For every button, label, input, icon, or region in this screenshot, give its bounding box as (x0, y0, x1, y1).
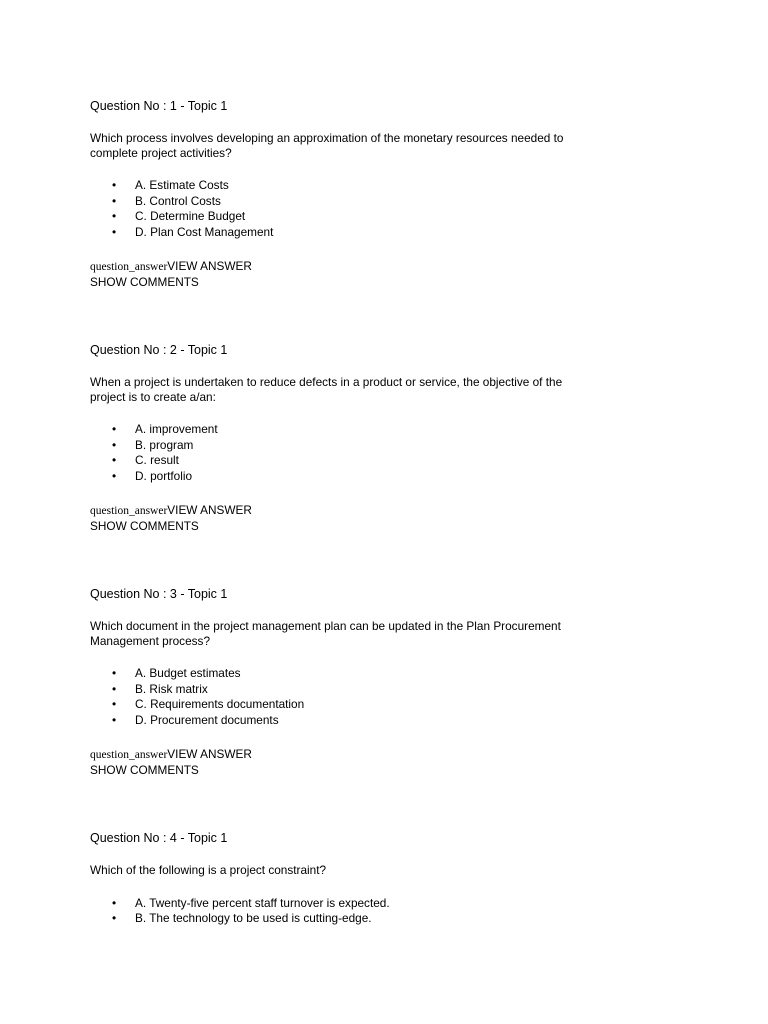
view-answer-link[interactable] (90, 259, 252, 273)
options-list (90, 422, 590, 484)
option-label: A. improvement (135, 422, 218, 436)
option-label: A. Twenty-five percent staff turnover is expected. (135, 895, 390, 910)
bullet-icon: • (112, 697, 117, 711)
bullet-icon: • (112, 895, 117, 910)
option-item (90, 911, 590, 927)
question-text: When a project is undertaken to reduce defects in a product or service, the objective of the project is to create a/an: (90, 375, 563, 404)
option-item (90, 178, 590, 194)
option-label: C. Determine Budget (135, 209, 246, 223)
bullet-icon: • (112, 193, 117, 208)
question-text: Which of the following is a project constraint? (90, 863, 327, 877)
option-label: D. portfolio (135, 468, 193, 483)
bullet-icon: • (112, 453, 117, 467)
view-answer-label: VIEW ANSWER (167, 259, 252, 273)
option-label: B. program (135, 437, 194, 452)
show-comments-link[interactable]: SHOW COMMENTS (90, 518, 199, 533)
option-label: C. result (135, 453, 179, 467)
options-list (90, 666, 590, 728)
option-label: B. The technology to be used is cutting-edge. (135, 911, 372, 925)
bullet-icon: • (112, 681, 117, 696)
option-item (90, 225, 590, 241)
bullet-icon: • (112, 666, 117, 680)
option-label: A. Budget estimates (135, 666, 241, 680)
option-item (90, 194, 590, 210)
option-item (90, 209, 590, 225)
bullet-icon: • (112, 468, 117, 483)
question-text: Which process involves developing an approximation of the monetary resources needed to complete project activities? (90, 131, 564, 160)
option-item (90, 469, 590, 485)
question-1 (90, 98, 590, 342)
bullet-icon: • (112, 422, 117, 436)
question-title: Question No : 1 - Topic 1 (90, 99, 228, 113)
options-list (90, 896, 590, 927)
question-actions (90, 503, 590, 533)
question-actions (90, 259, 590, 289)
view-answer-link[interactable] (90, 747, 252, 761)
option-label: B. Risk matrix (135, 681, 208, 696)
question-4 (90, 830, 590, 927)
question-actions (90, 747, 590, 777)
question-title: Question No : 3 - Topic 1 (90, 587, 228, 601)
question-title: Question No : 2 - Topic 1 (90, 343, 228, 357)
view-answer-label: VIEW ANSWER (167, 747, 252, 761)
option-label: B. Control Costs (135, 193, 221, 208)
option-item (90, 422, 590, 438)
question-title: Question No : 4 - Topic 1 (90, 831, 228, 845)
option-item (90, 666, 590, 682)
option-label: A. Estimate Costs (135, 178, 229, 192)
question-answer-icon: question_answer (90, 749, 168, 761)
view-answer-label: VIEW ANSWER (167, 503, 252, 517)
question-answer-icon: question_answer (90, 261, 168, 273)
bullet-icon: • (112, 437, 117, 452)
document-page (90, 98, 590, 946)
show-comments-link[interactable]: SHOW COMMENTS (90, 274, 199, 289)
bullet-icon: • (112, 209, 117, 223)
bullet-icon: • (112, 224, 117, 239)
bullet-icon: • (112, 178, 117, 192)
option-item (90, 438, 590, 454)
question-2 (90, 342, 590, 586)
question-text: Which document in the project management plan can be updated in the Plan Procurement Management process? (90, 619, 561, 648)
question-3 (90, 586, 590, 830)
bullet-icon: • (112, 712, 117, 727)
option-item (90, 713, 590, 729)
option-item (90, 682, 590, 698)
show-comments-link[interactable]: SHOW COMMENTS (90, 762, 199, 777)
option-item (90, 697, 590, 713)
option-item (90, 896, 590, 912)
option-label: C. Requirements documentation (135, 697, 305, 711)
bullet-icon: • (112, 911, 117, 925)
option-item (90, 453, 590, 469)
view-answer-link[interactable] (90, 503, 252, 517)
option-label: D. Plan Cost Management (135, 224, 274, 239)
option-label: D. Procurement documents (135, 712, 279, 727)
options-list (90, 178, 590, 240)
question-answer-icon: question_answer (90, 505, 168, 517)
